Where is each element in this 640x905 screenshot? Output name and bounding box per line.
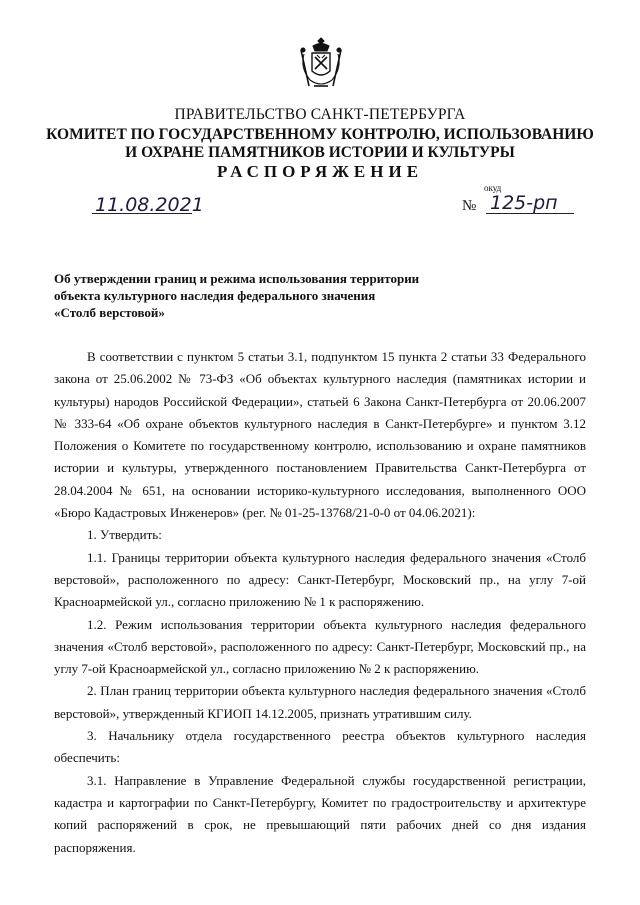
committee-name-line2: И ОХРАНЕ ПАМЯТНИКОВ ИСТОРИИ И КУЛЬТУРЫ [125, 144, 515, 161]
paragraph-item-3-1: 3.1. Направление в Управление Федеральной службы государственной регистрации, кадастра и картографии по Санкт-Петербургу, Комитет по градостроительству и архитектуре копий распоряжений в срок, не превышающий пяти рабочих дней со дня издания распоряжения. [54, 772, 586, 855]
document-type-title: РАСПОРЯЖЕНИЕ [216, 162, 424, 181]
paragraph-item-1-2: 1.2. Режим использования территории объекта культурного наследия федерального значения «Столб верстовой», расположенного по адресу: Санкт-Петербург, Московский пр., на углу 7-ой Красноармейской ул., согласно приложению № 2 к распоряжению. [54, 616, 586, 677]
paragraph-item-1: 1. Утвердить: [87, 527, 162, 543]
paragraph-item-1-1: 1.1. Границы территории объекта культурного наследия федерального значения «Столб верстовой», расположенного по адресу: Санкт-Петербург, Московский пр., на углу 7-ой Красноармейской ул., согласно приложению № 1 к распоряжению. [54, 549, 586, 610]
paragraph-item-2: 2. План границ территории объекта культурного наследия федерального значения «Столб верстовой», утвержденный КГИОП 14.12.2005, признать утратившим силу. [54, 683, 586, 721]
committee-name-line1: КОМИТЕТ ПО ГОСУДАРСТВЕННОМУ КОНТРОЛЮ, ИСПОЛЬЗОВАНИЮ [46, 126, 594, 143]
number-underline [486, 213, 574, 214]
document-subject [54, 270, 419, 321]
coat-of-arms-emblem [298, 36, 344, 92]
subject-line: объекта культурного наследия федерального значения [54, 288, 376, 303]
document-body [54, 346, 586, 859]
document-number: 125-рп [490, 192, 558, 214]
government-name: ПРАВИТЕЛЬСТВО САНКТ-ПЕТЕРБУРГА [174, 106, 466, 123]
okud-label: окуд [484, 183, 502, 193]
subject-line: «Столб верстовой» [54, 305, 165, 320]
subject-line: Об утверждении границ и режима использования территории [54, 271, 420, 286]
number-sign: № [462, 198, 477, 214]
paragraph-item-3: 3. Начальнику отдела государственного реестра объектов культурного наследия обеспечить: [54, 728, 586, 766]
document-date: 11.08.2021 [95, 194, 204, 216]
paragraph-preamble: В соответствии с пунктом 5 статьи 3.1, подпунктом 15 пункта 2 статьи 33 Федерального закона от 25.06.2002 № 73-ФЗ «Об объектах культурного наследия (памятниках истории и культуры) народов Российской Федерации», статьей 6 Закона Санкт-Петербурга от 20.06.2007 № 333-64 «Об охране объектов культурного наследия в Санкт-Петербурге» и пунктом 3.12 Положения о Комитете по государственному контролю, использованию и охране памятников истории и культуры, утвержденного постановлением Правительства Санкт-Петербурга от 28.04.2004 № 651, на основании историко-культурного исследования, выполненного ООО «Бюро Кадастровых Инженеров» (рег. № 01-25-13768/21-0-0 от 04.06.2021): [54, 349, 586, 521]
date-underline [92, 213, 192, 214]
